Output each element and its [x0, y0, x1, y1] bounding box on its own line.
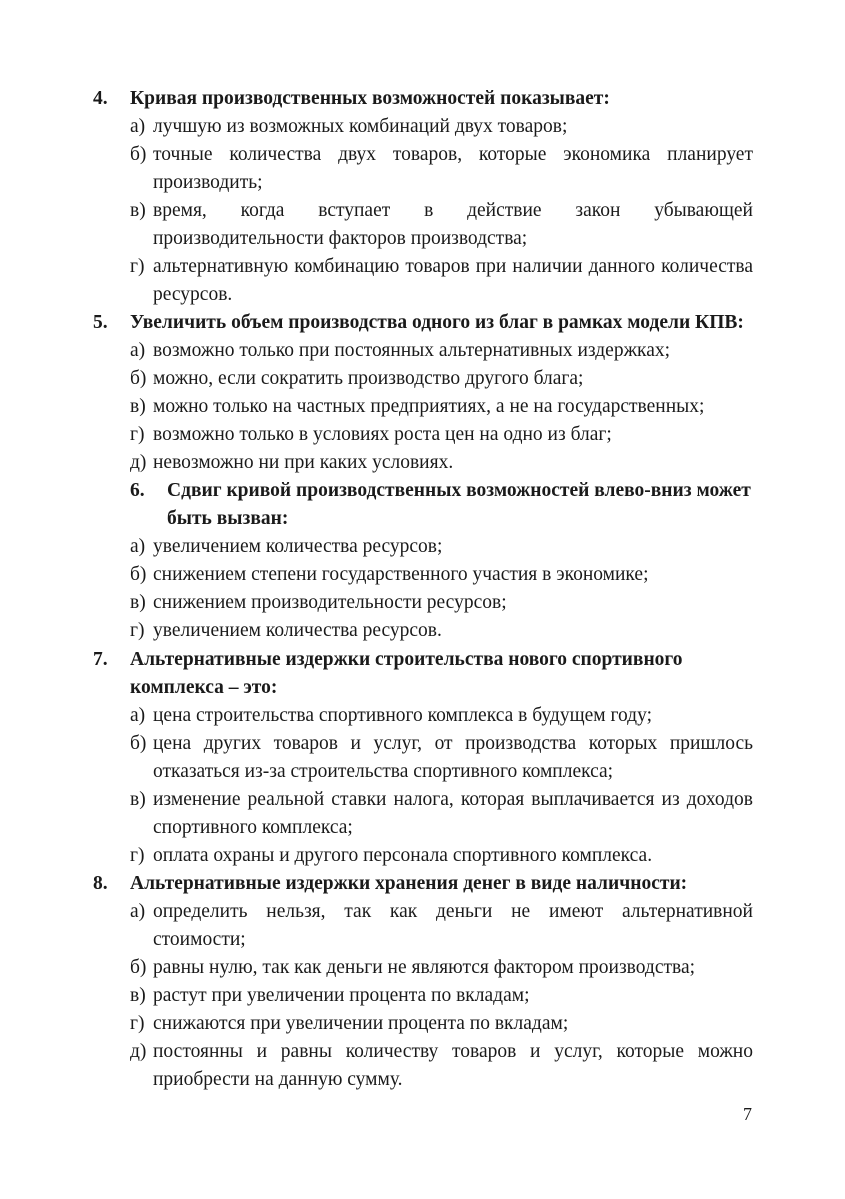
option-letter: б) — [130, 733, 147, 754]
option-text: увеличением количества ресурсов. — [153, 620, 442, 641]
option-letter: г) — [130, 256, 145, 277]
option-item — [93, 365, 753, 393]
question-number: 8. — [93, 873, 108, 894]
question-4 — [93, 85, 753, 309]
option-letter: в) — [130, 789, 146, 810]
option-item — [93, 589, 753, 617]
question-number: 4. — [93, 88, 108, 109]
question-text: Альтернативные издержки хранения денег в виде наличности: — [130, 873, 688, 894]
option-item — [93, 561, 753, 589]
option-item — [93, 533, 753, 561]
option-text: увеличением количества ресурсов; — [153, 536, 443, 557]
option-text: возможно только при постоянных альтернативных издержках; — [153, 340, 671, 361]
option-item — [93, 1038, 753, 1094]
option-text: снижением производительности ресурсов; — [153, 592, 507, 613]
option-list — [93, 337, 753, 477]
option-item — [93, 1010, 753, 1038]
option-text: изменение реальной ставки налога, которая выплачивается из доходов спортивного комплекса; — [153, 789, 753, 838]
question-6 — [93, 477, 753, 645]
option-item — [93, 421, 753, 449]
option-item — [93, 337, 753, 365]
option-item — [93, 730, 753, 786]
option-letter: д) — [130, 452, 147, 473]
option-letter: а) — [130, 340, 146, 361]
option-text: постоянны и равны количеству товаров и услуг, которые можно приобрести на данную сумму. — [153, 1041, 753, 1090]
option-text: цена других товаров и услуг, от производства которых пришлось отказаться из-за строительства спортивного комплекса; — [153, 733, 753, 782]
option-letter: д) — [130, 1041, 147, 1062]
option-letter: г) — [130, 1013, 145, 1034]
option-text: альтернативную комбинацию товаров при наличии данного количества ресурсов. — [153, 256, 753, 305]
option-text: снижением степени государственного участия в экономике; — [153, 564, 649, 585]
option-item — [93, 898, 753, 954]
option-letter: а) — [130, 536, 146, 557]
option-text: лучшую из возможных комбинаций двух товаров; — [153, 116, 568, 137]
option-letter: а) — [130, 705, 146, 726]
option-text: можно только на частных предприятиях, а не на государственных; — [153, 396, 705, 417]
question-number: 6. — [130, 480, 145, 501]
option-text: растут при увеличении процента по вкладам; — [153, 985, 530, 1006]
option-letter: б) — [130, 144, 147, 165]
question-title — [93, 870, 753, 898]
question-title — [93, 85, 753, 113]
option-item — [93, 982, 753, 1010]
option-list — [93, 898, 753, 1094]
option-text: снижаются при увеличении процента по вкладам; — [153, 1013, 569, 1034]
option-text: цена строительства спортивного комплекса в будущем году; — [153, 705, 652, 726]
option-letter: а) — [130, 901, 146, 922]
option-text: точные количества двух товаров, которые экономика планирует производить; — [153, 144, 753, 193]
option-item — [93, 702, 753, 730]
option-item — [93, 842, 753, 870]
question-7 — [93, 646, 753, 870]
question-5 — [93, 309, 753, 477]
option-letter: в) — [130, 396, 146, 417]
option-letter: а) — [130, 116, 146, 137]
option-text: оплата охраны и другого персонала спортивного комплекса. — [153, 845, 653, 866]
option-letter: г) — [130, 620, 145, 641]
question-8 — [93, 870, 753, 1094]
option-item — [93, 253, 753, 309]
option-item — [93, 197, 753, 253]
question-text: Сдвиг кривой производственных возможностей влево-вниз может быть вызван: — [167, 480, 751, 529]
option-letter: б) — [130, 957, 147, 978]
question-text: Альтернативные издержки строительства нового спортивного комплекса – это: — [130, 649, 683, 698]
question-title — [93, 309, 753, 337]
option-text: невозможно ни при каких условиях. — [153, 452, 454, 473]
question-title — [93, 477, 753, 533]
option-item — [93, 954, 753, 982]
option-list — [93, 702, 753, 870]
page-number: 7 — [743, 1104, 752, 1124]
option-item — [93, 113, 753, 141]
question-number: 7. — [93, 649, 108, 670]
option-item — [93, 449, 753, 477]
option-text: возможно только в условиях роста цен на одно из благ; — [153, 424, 612, 445]
option-letter: г) — [130, 845, 145, 866]
option-letter: в) — [130, 985, 146, 1006]
option-item — [93, 141, 753, 197]
question-text: Увеличить объем производства одного из благ в рамках модели КПВ: — [130, 312, 744, 333]
option-letter: в) — [130, 200, 146, 221]
option-item — [93, 617, 753, 645]
option-text: равны нулю, так как деньги не являются фактором производства; — [153, 957, 696, 978]
option-text: можно, если сократить производство другого блага; — [153, 368, 584, 389]
option-letter: б) — [130, 564, 147, 585]
option-list — [93, 113, 753, 309]
option-letter: г) — [130, 424, 145, 445]
option-text: определить нельзя, так как деньги не имеют альтернативной стоимости; — [153, 901, 753, 950]
option-list — [93, 533, 753, 645]
option-item — [93, 786, 753, 842]
option-text: время, когда вступает в действие закон убывающей производительности факторов производства; — [153, 200, 753, 249]
option-letter: б) — [130, 368, 147, 389]
option-item — [93, 393, 753, 421]
question-title — [93, 646, 753, 702]
question-number: 5. — [93, 312, 108, 333]
option-letter: в) — [130, 592, 146, 613]
question-text: Кривая производственных возможностей показывает: — [130, 88, 610, 109]
